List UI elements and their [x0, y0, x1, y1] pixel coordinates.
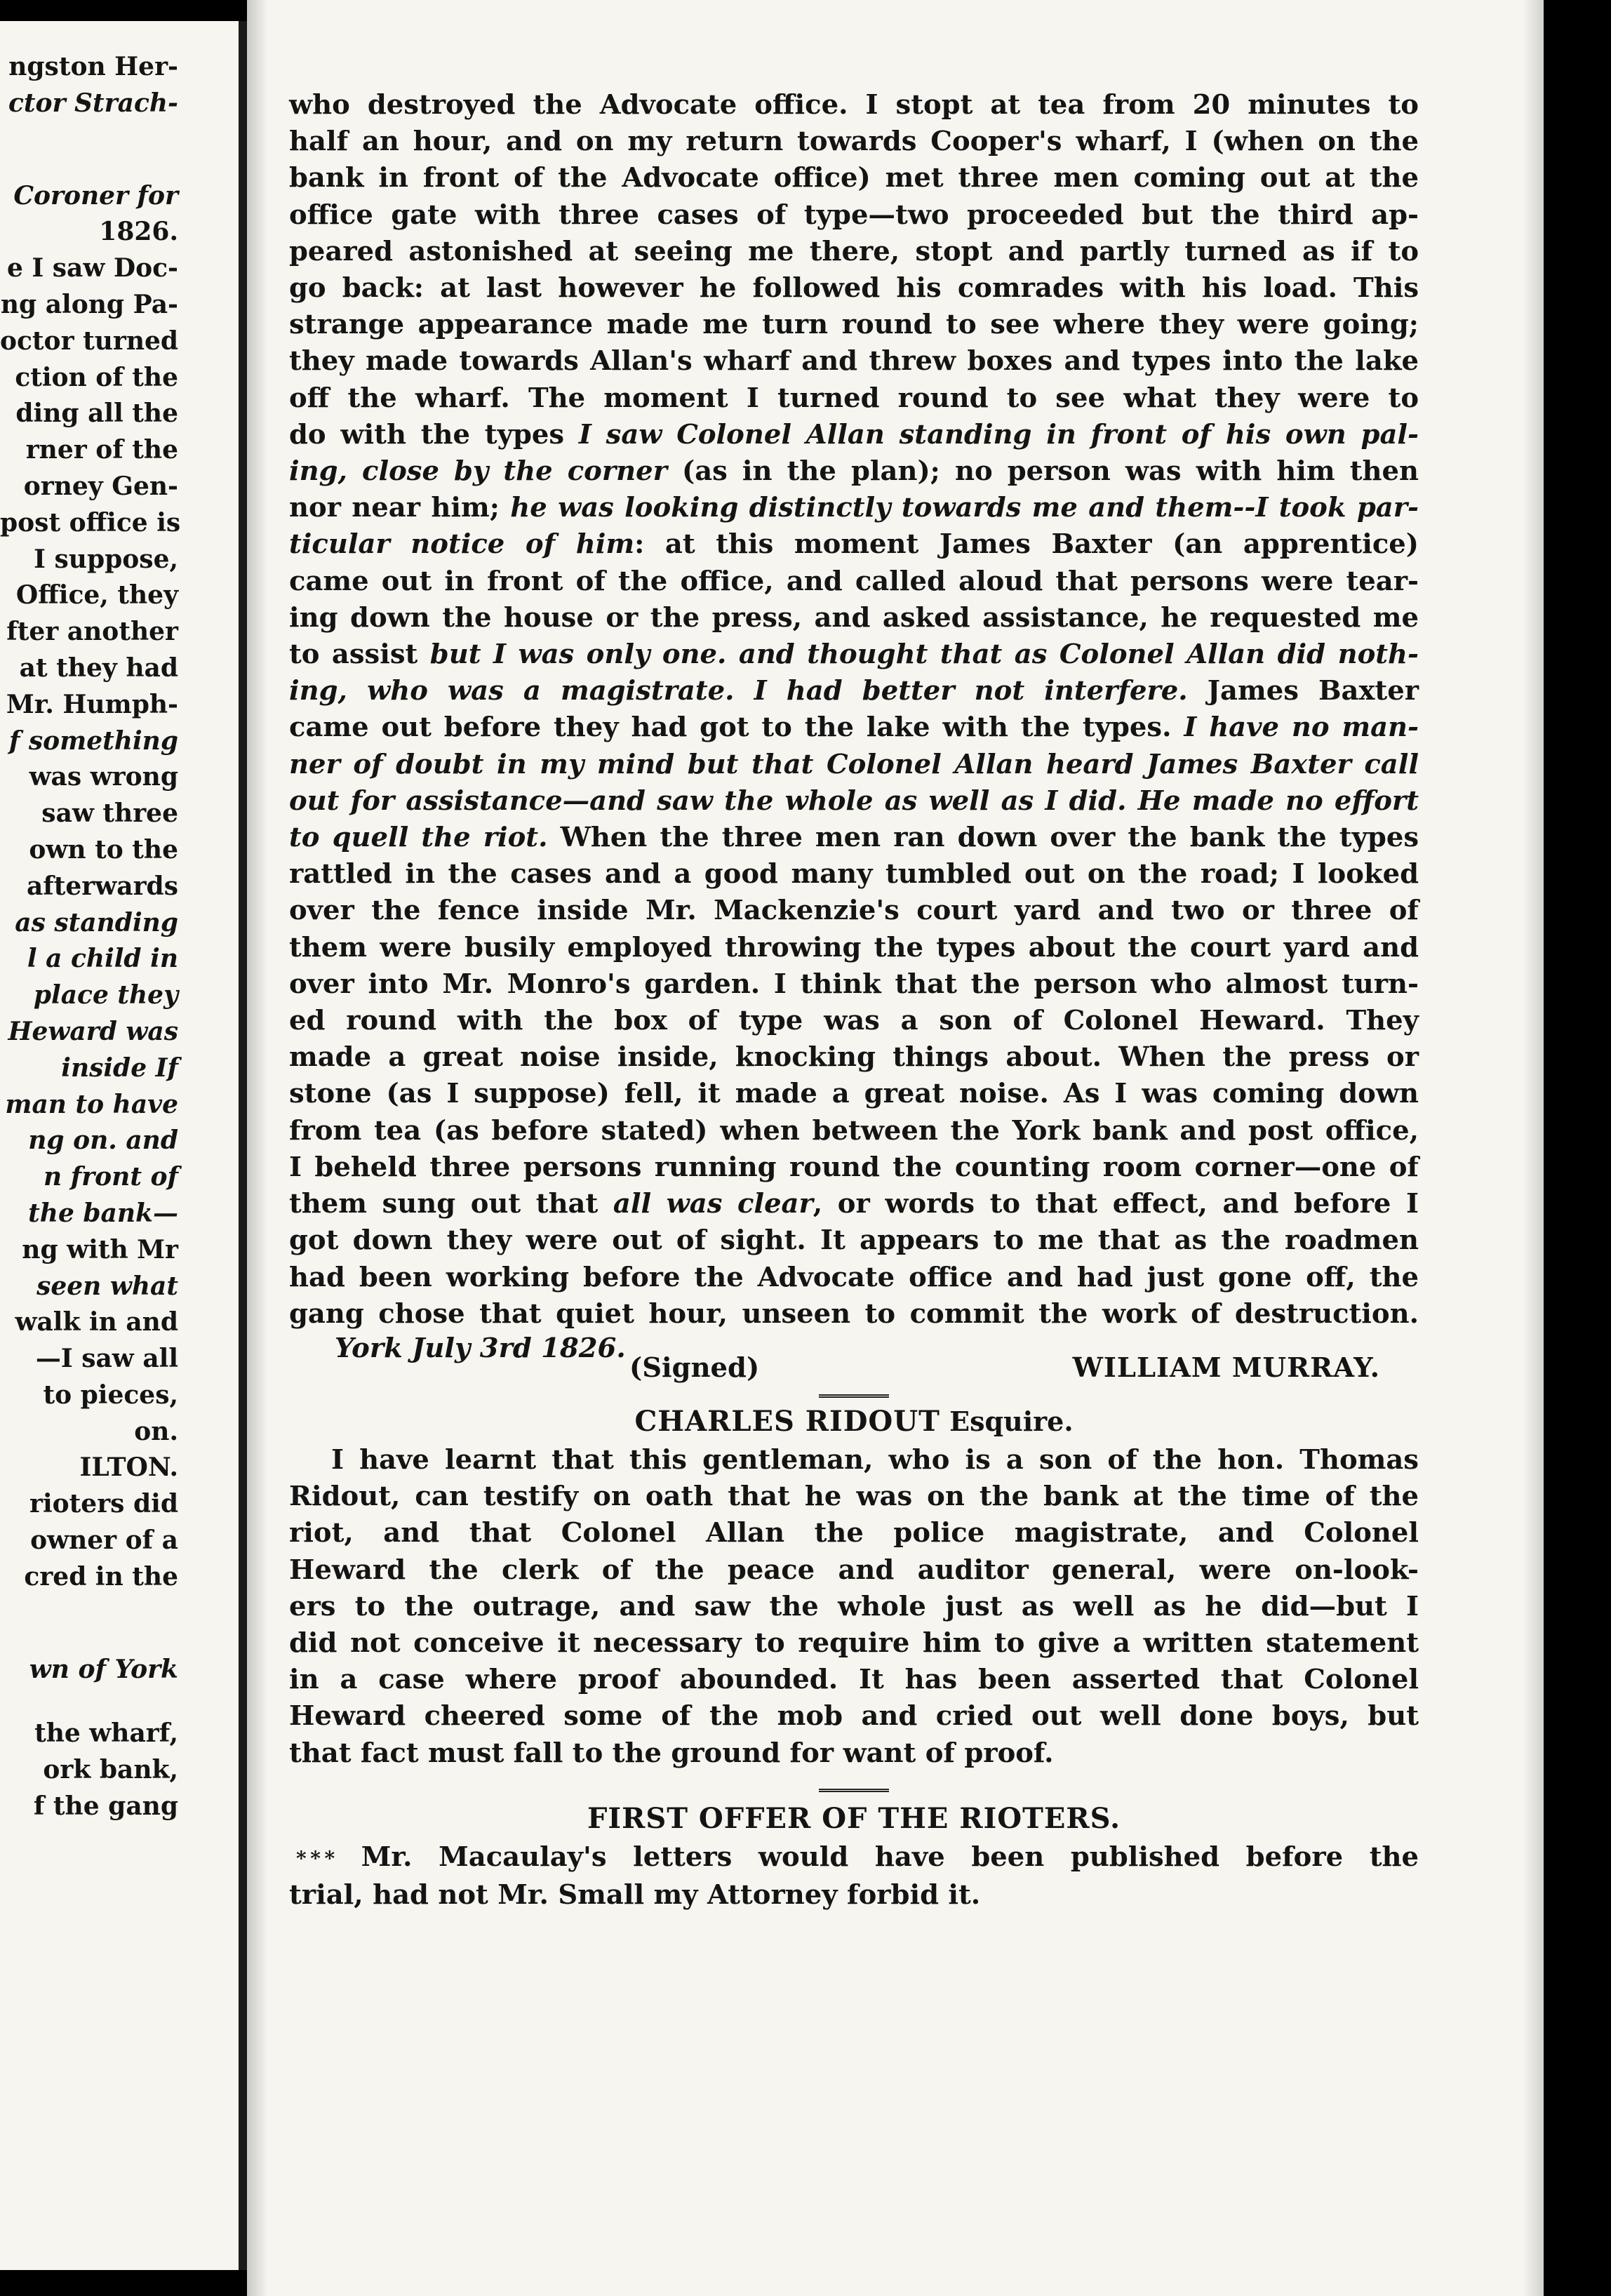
left-column-line: to pieces, — [43, 1380, 178, 1410]
left-column-line: seen what — [36, 1271, 178, 1301]
left-column-line: place they — [33, 980, 178, 1010]
left-column-line: ILTON. — [79, 1453, 178, 1483]
text-segment: got down they were out of sight. It appears to me that as the roadmen — [289, 1224, 1419, 1257]
heading-suffix: Esquire. — [940, 1405, 1074, 1437]
left-column-line: inside If — [61, 1053, 178, 1083]
text-line — [289, 1039, 1419, 1076]
left-column-line — [0, 1688, 236, 1716]
text-segment: I beheld three persons running round the counting room corner—one of — [289, 1151, 1419, 1183]
text-segment: : at this moment James Baxter (an apprentice) — [634, 528, 1419, 561]
text-line: that fact must fall to the ground for want of proof. — [289, 1737, 1054, 1769]
left-column-line: wn of York — [29, 1654, 178, 1684]
italic-segment: ing, close by the corner — [289, 455, 667, 488]
text-line — [289, 1260, 1419, 1296]
text-segment: peared astonished at seeing me there, stopt and partly turned as if to — [289, 235, 1419, 267]
text-line: I have learnt that this gentleman, who is a son of the hon. Thomas — [331, 1443, 1419, 1476]
text-line — [289, 747, 1419, 783]
text-segment: over into Mr. Monro's garden. I think that the person who almost turn- — [289, 968, 1419, 1000]
left-column-line: f something — [8, 726, 178, 756]
ink-blot-icon — [361, 0, 382, 20]
text-line — [289, 600, 1419, 636]
left-column-line: on. — [134, 1416, 178, 1446]
left-column-line: e I saw Doc- — [6, 253, 178, 283]
main-text-block — [289, 87, 1419, 1914]
text-segment: do with the types — [289, 418, 579, 450]
text-line — [289, 343, 1419, 380]
text-line: ers to the outrage, and saw the whole just as well as he did—but I — [289, 1590, 1419, 1622]
left-column-line: cred in the — [24, 1561, 178, 1591]
italic-segment: he was looking distinctly towards me and them--I took par- — [510, 492, 1419, 524]
text-line — [289, 380, 1419, 417]
text-line — [289, 526, 1419, 563]
text-segment: made a great noise inside, knocking things about. When the press or — [289, 1041, 1419, 1074]
text-line — [289, 1149, 1419, 1186]
text-line — [289, 453, 1419, 490]
left-column-line: ng with Mr — [22, 1234, 178, 1264]
text-segment: over the fence inside Mr. Mackenzie's court yard and two or three of — [289, 895, 1419, 927]
heading-name: CHARLES RIDOUT — [634, 1404, 940, 1438]
left-column-line: owner of a — [30, 1526, 178, 1556]
signature-date: York July 3rd 1826. — [335, 1332, 626, 1364]
left-column-line: rner of the — [25, 435, 178, 465]
heading-charles-ridout — [289, 1405, 1419, 1438]
text-segment: office gate with three cases of type—two proceeded but the third ap- — [289, 199, 1419, 231]
left-column-line: saw three — [41, 799, 178, 829]
text-line — [289, 1222, 1419, 1259]
text-line — [289, 930, 1419, 966]
left-column-line — [0, 1624, 236, 1652]
heading-first-offer: FIRST OFFER OF THE RIOTERS. — [587, 1801, 1121, 1835]
text-line — [289, 124, 1419, 160]
section-divider-2 — [819, 1789, 889, 1796]
italic-segment: ticular notice of him — [289, 528, 635, 561]
text-line — [289, 673, 1419, 709]
left-page-fragment — [0, 21, 239, 2270]
left-column-line: fter another — [6, 617, 178, 647]
text-line — [289, 893, 1419, 929]
signature-block — [289, 1332, 1419, 1384]
binding-shadow — [247, 0, 268, 2296]
text-segment: (as in the plan); no person was with him then — [667, 455, 1419, 488]
left-column-line: as standing — [15, 907, 178, 937]
footnote — [289, 1839, 1419, 1914]
text-line: Heward cheered some of the mob and cried out well done boys, but — [289, 1700, 1419, 1733]
text-line — [289, 197, 1419, 234]
text-line — [289, 966, 1419, 1003]
italic-segment: out for assistance—and saw the whole as well as I did. He made no effort — [289, 785, 1419, 817]
text-line — [289, 490, 1419, 526]
text-segment: they made towards Allan's wharf and threw boxes and types into the lake — [289, 345, 1419, 378]
text-line — [289, 1296, 1419, 1333]
italic-segment: to quell the riot. — [289, 822, 548, 854]
left-column-line — [0, 1596, 236, 1624]
text-segment: who destroyed the Advocate office. I stopt at tea from 20 minutes to — [289, 89, 1419, 121]
left-column-line: ctor Strach- — [8, 88, 178, 118]
text-segment: ing down the house or the press, and asked assistance, he requested me — [289, 601, 1419, 634]
text-line — [289, 856, 1419, 893]
left-column-line: Heward was — [8, 1016, 178, 1046]
text-line — [289, 307, 1419, 343]
text-line: riot, and that Colonel Allan the police magistrate, and Colonel — [289, 1517, 1419, 1549]
note-line-1: Mr. Macaulay's letters would have been published before the — [361, 1841, 1419, 1873]
left-column-line: rioters did — [29, 1489, 178, 1519]
text-segment: half an hour, and on my return towards Cooper's wharf, I (when on the — [289, 126, 1419, 158]
text-line — [289, 783, 1419, 820]
edge-shadow — [1523, 0, 1544, 2296]
page-gutter — [239, 21, 247, 2270]
text-line — [289, 234, 1419, 270]
text-line — [289, 709, 1419, 746]
text-segment: When the three men ran down over the bank the types — [547, 822, 1419, 854]
text-line — [289, 1186, 1419, 1222]
text-segment: , or words to that effect, and before I — [813, 1188, 1419, 1220]
text-segment: go back: at last however he followed his comrades with his load. This — [289, 272, 1419, 305]
left-column-line: Coroner for — [13, 180, 178, 211]
text-segment: stone (as I suppose) fell, it made a great noise. As I was coming down — [289, 1078, 1419, 1110]
left-column-line: post office is — [0, 507, 181, 538]
italic-segment: but I was only one. and thought that as Colonel Allan did noth- — [429, 639, 1419, 671]
left-column-line: ng on. and — [28, 1126, 178, 1156]
text-line: in a case where proof abounded. It has been asserted that Colonel — [289, 1664, 1419, 1696]
left-column-line: octor turned — [0, 326, 179, 356]
text-line — [289, 820, 1419, 856]
left-column-line: at they had — [19, 653, 178, 683]
text-line: did not conceive it necessary to require him to give a written statement — [289, 1627, 1419, 1659]
left-column-line: ngston Her- — [8, 52, 178, 81]
text-segment: to assist — [289, 639, 430, 671]
left-column-line: —I saw all — [35, 1344, 178, 1374]
left-column-line: 1826. — [99, 217, 178, 247]
text-segment: off the wharf. The moment I turned round to see what they were to — [289, 382, 1419, 414]
text-line — [289, 417, 1419, 453]
left-column-line: was wrong — [29, 762, 178, 792]
left-column-line — [0, 122, 236, 150]
text-line — [289, 1113, 1419, 1149]
left-column-line: Office, they — [15, 580, 178, 610]
text-line: Heward the clerk of the peace and auditor general, were on-look- — [289, 1554, 1419, 1586]
text-segment: nor near him; — [289, 492, 511, 524]
text-line — [289, 1076, 1419, 1112]
left-column-line: own to the — [29, 834, 178, 865]
text-segment: came out in front of the office, and called aloud that persons were tear- — [289, 565, 1419, 597]
ridout-paragraph — [289, 1442, 1419, 1772]
left-column-line: I suppose, — [34, 544, 178, 574]
text-segment: James Baxter — [1187, 675, 1419, 707]
text-line — [289, 87, 1419, 124]
text-segment: ed round with the box of type was a son of Colonel Heward. They — [289, 1005, 1419, 1037]
signatory-name: WILLIAM MURRAY. — [1072, 1351, 1380, 1384]
text-segment: them sung out that — [289, 1188, 613, 1220]
left-column-line: the wharf, — [34, 1718, 178, 1749]
text-segment: them were busily employed throwing the types about the court yard and — [289, 931, 1419, 963]
text-segment: from tea (as before stated) when between the York bank and post office, — [289, 1114, 1419, 1147]
left-column-line: Mr. Humph- — [6, 689, 178, 719]
italic-segment: I saw Colonel Allan standing in front of his own pal- — [578, 418, 1419, 450]
asterism-icon: * * * — [296, 1846, 335, 1870]
left-column-line — [0, 150, 236, 178]
murray-testimony — [289, 87, 1419, 1333]
left-column-line: ork bank, — [43, 1755, 178, 1785]
left-column-line: afterwards — [26, 871, 178, 901]
left-column-line: n front of — [43, 1162, 178, 1192]
italic-segment: ner of doubt in my mind but that Colonel Allan heard James Baxter call — [289, 748, 1419, 780]
left-column-line: f the gang — [33, 1791, 178, 1822]
left-column-line: ding all the — [15, 399, 178, 429]
text-segment: rattled in the cases and a good many tumbled out on the road; I looked — [289, 858, 1419, 890]
note-line-2: trial, had not Mr. Small my Attorney forbid it. — [289, 1878, 981, 1911]
text-segment: gang chose that quiet hour, unseen to commit the work of destruction. — [289, 1297, 1419, 1330]
left-column-line: man to have — [5, 1089, 178, 1119]
signed-label: (Signed) — [629, 1351, 760, 1384]
text-segment: strange appearance made me turn round to see where they were going; — [289, 309, 1419, 341]
left-column-text — [0, 49, 236, 1825]
italic-segment: ing, who was a magistrate. I had better not interfere. — [289, 675, 1188, 707]
text-segment: bank in front of the Advocate office) met three men coming out at the — [289, 162, 1419, 194]
left-column-line: walk in and — [15, 1307, 178, 1337]
text-line: Ridout, can testify on oath that he was on the bank at the time of the — [289, 1481, 1419, 1513]
left-column-line: the bank— — [28, 1198, 178, 1228]
left-column-line: ng along Pa- — [0, 289, 178, 319]
italic-segment: all was clear — [613, 1188, 813, 1220]
left-column-line: l a child in — [27, 944, 178, 974]
left-column-line: ction of the — [15, 362, 178, 392]
left-column-line: orney Gen- — [23, 471, 178, 501]
italic-segment: I have no man- — [1184, 712, 1419, 744]
section-divider — [819, 1394, 889, 1402]
text-segment: came out before they had got to the lake with the types. — [289, 712, 1184, 744]
text-line — [289, 636, 1419, 673]
text-line — [289, 563, 1419, 600]
text-line — [289, 270, 1419, 307]
text-line — [289, 1003, 1419, 1039]
text-line — [289, 160, 1419, 196]
text-segment: had been working before the Advocate office and had just gone off, the — [289, 1261, 1419, 1293]
